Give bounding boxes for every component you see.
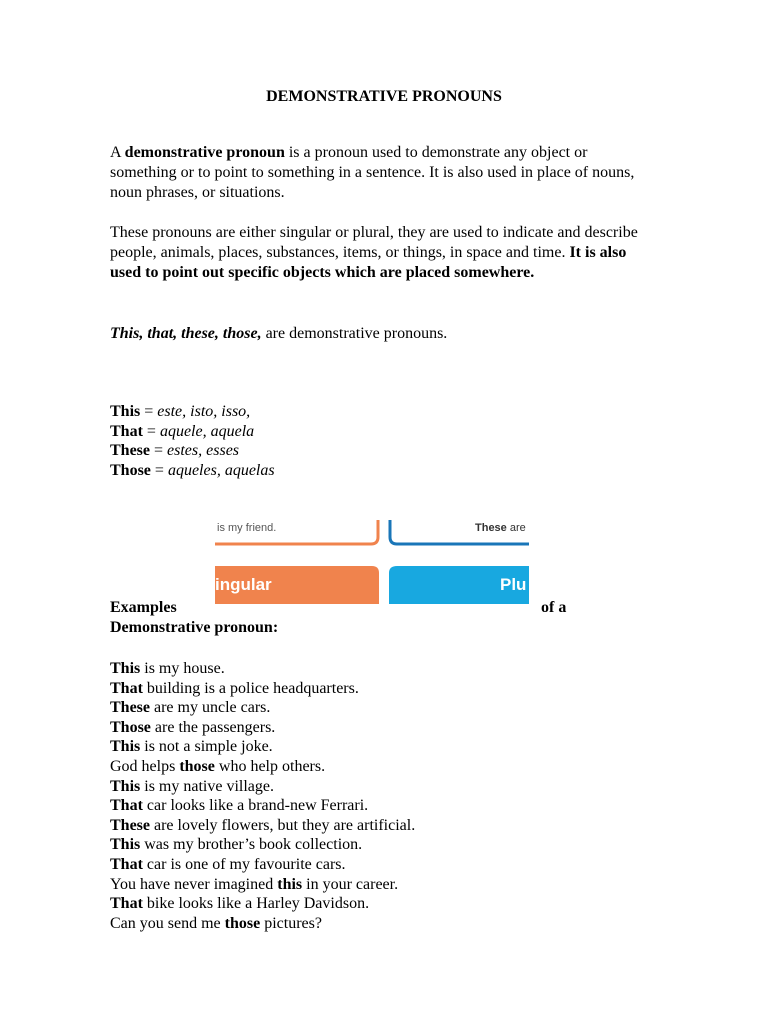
example-sentence (110, 777, 670, 797)
example-pronoun: this (277, 875, 303, 893)
example-text-after: car looks like a brand-new Ferrari. (142, 797, 369, 815)
translation-row (110, 402, 658, 422)
translation-meaning: aqueles, aquelas (167, 461, 275, 479)
example-pronoun: That (110, 895, 143, 913)
example-text-after: are lovely flowers, but they are artificial. (150, 816, 416, 834)
pronoun-list: This, that, these, those, (110, 325, 262, 342)
example-text-after: was my brother’s book collection. (140, 836, 363, 854)
examples-heading-line2: Demonstrative pronoun: (110, 618, 279, 636)
singular-plural-image (215, 516, 529, 604)
example-sentence (110, 914, 670, 934)
singular-example-text: is my friend. (217, 522, 277, 534)
example-text-after: building is a police headquarters. (142, 679, 359, 697)
usage-bold-text: It is also used to point out specific objects which are placed somewhere. (110, 244, 627, 281)
example-pronoun: those (224, 914, 261, 932)
example-pronoun: This (110, 660, 141, 677)
example-sentence (110, 737, 670, 757)
example-sentence (110, 718, 670, 738)
example-sentence (110, 835, 670, 855)
example-sentence (110, 796, 670, 816)
definition-text-start: A (110, 144, 125, 161)
translation-list (110, 402, 658, 480)
translation-equals: = (140, 403, 158, 420)
example-sentence (110, 757, 670, 777)
example-text-after: are the passengers. (150, 718, 276, 736)
example-text-after: bike looks like a Harley Davidson. (142, 895, 370, 913)
example-pronoun: These (110, 699, 150, 717)
examples-heading-right: of a (541, 599, 567, 616)
plural-label: Plu (500, 575, 527, 594)
example-sentence (110, 816, 670, 836)
example-pronoun: This (110, 738, 141, 756)
example-sentence (110, 894, 670, 914)
translation-equals: = (142, 422, 160, 440)
translation-meaning: aquele, aquela (159, 422, 255, 440)
definition-term: demonstrative pronoun (124, 144, 285, 161)
example-text-after: is my native village. (140, 777, 274, 795)
translation-equals: = (150, 442, 168, 460)
translation-word: Those (110, 461, 151, 479)
translation-meaning: este, isto, isso, (157, 403, 251, 420)
plural-example-text: These are (475, 522, 526, 534)
example-text-after: car is one of my favourite cars. (142, 855, 346, 873)
examples-heading (110, 598, 278, 637)
example-sentence (110, 855, 670, 875)
example-pronoun: This (110, 836, 141, 854)
example-text-after: is my house. (140, 660, 225, 677)
translation-row (110, 441, 658, 461)
example-pronoun: Those (110, 718, 151, 736)
example-sentence (110, 698, 670, 718)
translation-equals: = (150, 461, 168, 479)
example-pronoun: That (110, 855, 143, 873)
translation-word: These (110, 442, 150, 460)
translation-row (110, 422, 658, 442)
example-text-after: pictures? (260, 914, 322, 932)
page-title: DEMONSTRATIVE PRONOUNS (266, 88, 502, 105)
example-sentence (110, 679, 670, 699)
example-text-after: is not a simple joke. (140, 738, 273, 756)
singular-label: ingular (215, 575, 272, 594)
pronoun-list-sentence (110, 324, 658, 344)
definition-paragraph (110, 143, 658, 203)
usage-paragraph (110, 223, 658, 283)
translation-word: This (110, 403, 141, 420)
example-text-after: in your career. (302, 875, 399, 893)
example-pronoun: These (110, 816, 150, 834)
example-sentence (110, 875, 670, 895)
pronoun-list-rest: are demonstrative pronouns. (261, 325, 448, 342)
example-pronoun: those (179, 757, 215, 775)
example-text-before: You have never imagined (110, 875, 278, 893)
example-text-before: God helps (110, 757, 180, 775)
translation-meaning: estes, esses (167, 442, 240, 460)
example-text-after: are my uncle cars. (150, 699, 271, 717)
translation-word: That (110, 422, 143, 440)
example-pronoun: That (110, 679, 143, 697)
example-text-after: who help others. (214, 757, 326, 775)
example-text-before: Can you send me (110, 914, 225, 932)
example-sentence (110, 659, 670, 679)
examples-heading-line1: Examples (110, 599, 177, 616)
example-pronoun: This (110, 777, 141, 795)
usage-text: These pronouns are either singular or plural, they are used to indicate and describe people, animals, places, substances, items, or things, in space and time. (110, 224, 638, 261)
definition-text-rest: is a pronoun used to demonstrate any object or something or to point to something in a sentence. It is also used in place of nouns, noun phrases, or situations. (110, 144, 635, 201)
examples-list (110, 659, 670, 933)
translation-row (110, 461, 658, 481)
example-pronoun: That (110, 797, 143, 815)
